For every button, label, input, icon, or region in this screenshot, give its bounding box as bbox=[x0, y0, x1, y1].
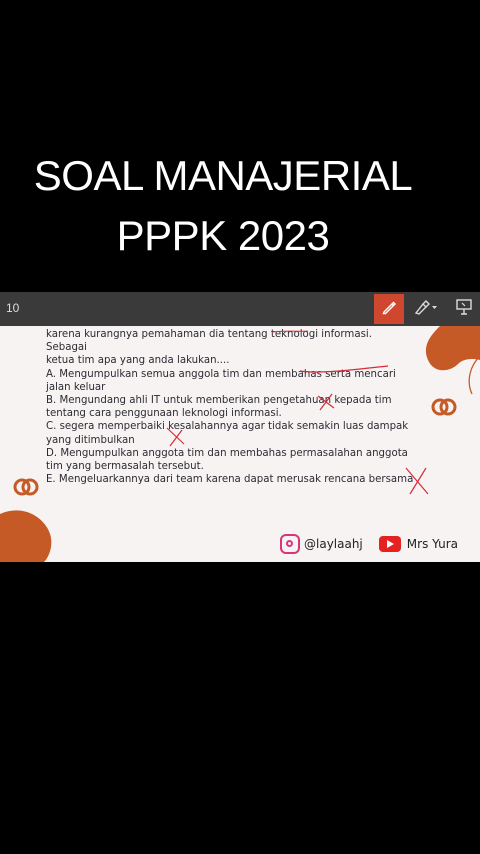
option-e: E. Mengeluarkannya dari team karena dapat merusak rencana bersama bbox=[46, 474, 414, 486]
option-a: A. Mengumpulkan semua anggola tim dan membahas serta mencari bbox=[46, 368, 396, 380]
option-c-cont: yang ditimbulkan bbox=[46, 434, 135, 446]
option-b-cont: tentang cara penggunaan leknologi informasi. bbox=[46, 408, 282, 420]
pen-annotations bbox=[0, 326, 480, 562]
presentation-toolbar bbox=[0, 292, 480, 326]
instagram-handle: @laylaahj bbox=[304, 537, 363, 551]
highlighter-tool-button[interactable] bbox=[412, 297, 440, 321]
highlighter-icon bbox=[413, 298, 439, 321]
option-d: D. Mengumpulkan anggota tim dan membahas permasalahan anggota bbox=[46, 447, 408, 459]
option-a-cont: jalan keluar bbox=[46, 381, 106, 393]
question-line: ketua tim apa yang anda lakukan.... bbox=[46, 355, 230, 367]
presentation-screen-button[interactable] bbox=[452, 297, 476, 321]
presentation-icon bbox=[455, 298, 473, 321]
social-footer bbox=[280, 534, 458, 554]
youtube-channel: Mrs Yura bbox=[406, 537, 458, 551]
option-c: C. segera memperbaiki kesalahannya agar tidak semakin luas dampak bbox=[46, 421, 409, 433]
overlay-title-line2: PPPK 2023 bbox=[116, 212, 330, 259]
overlay-title-line1: SOAL MANAJERIAL bbox=[33, 152, 413, 199]
pen-tool-button[interactable] bbox=[374, 294, 404, 324]
slide-content bbox=[0, 326, 480, 562]
pen-icon bbox=[381, 299, 397, 320]
option-d-cont: tim yang bermasalah tersebut. bbox=[46, 461, 204, 473]
youtube-icon bbox=[379, 536, 401, 552]
question-line: karena kurangnya pemahaman dia tentang teknologi informasi. Sebagai bbox=[46, 329, 372, 354]
page-number: 10 bbox=[6, 301, 20, 315]
instagram-icon bbox=[280, 534, 300, 554]
option-b: B. Mengundang ahli IT untuk memberikan pengetahuan kepada tim bbox=[46, 395, 392, 407]
